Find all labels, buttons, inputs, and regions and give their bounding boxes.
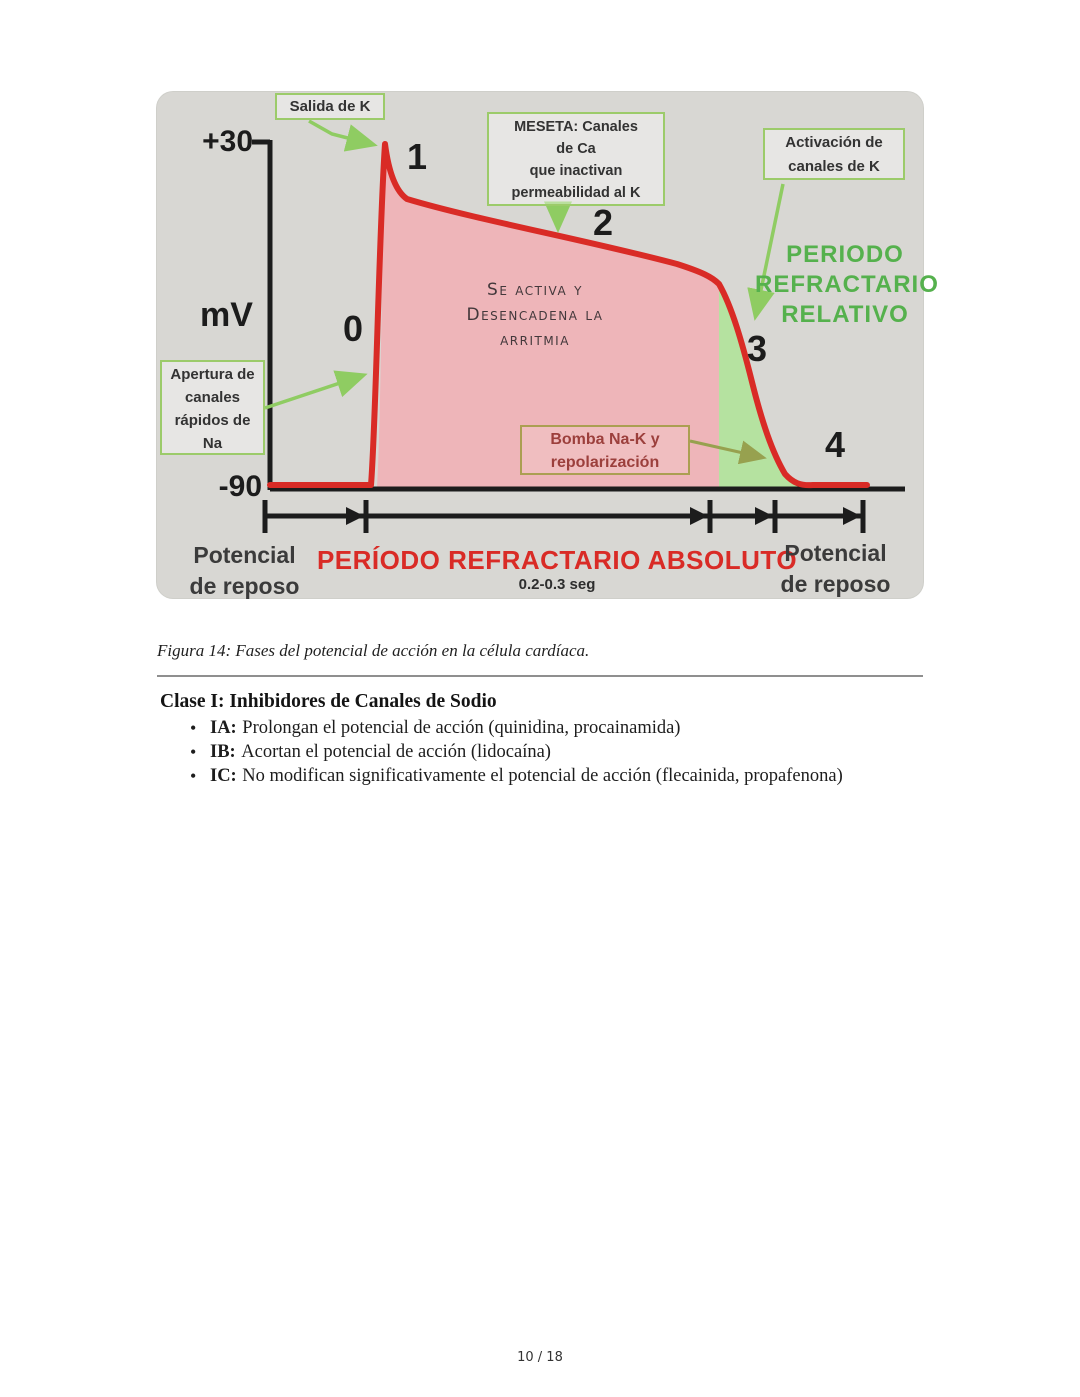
phase-1-label: 1 xyxy=(407,136,428,177)
section-heading: Clase I: Inhibidores de Canales de Sodio xyxy=(160,691,497,712)
horizontal-rule xyxy=(157,675,923,677)
bullet-label: IC: xyxy=(210,766,237,786)
bullet-text: No modifican significativamente el potencial de acción (flecainida, propafenona) xyxy=(242,766,843,786)
figure-caption: Figura 14: Fases del potencial de acción en la célula cardíaca. xyxy=(157,641,590,660)
list-item xyxy=(186,716,946,740)
bullet-label: IB: xyxy=(210,742,236,762)
label-potencial-reposo-right: Potencial de reposo xyxy=(780,540,891,597)
annotation-apertura-canales-na: Apertura de canales rápidos de Na xyxy=(160,360,265,455)
bullet-text: Prolongan el potencial de acción (quinidina, procainamida) xyxy=(242,718,681,738)
label-periodo-refractario-absoluto: PERÍODO REFRACTARIO ABSOLUTO xyxy=(316,545,798,575)
phase-2-label: 2 xyxy=(593,202,614,243)
bullet-text: Acortan el potencial de acción (lidocaína) xyxy=(241,742,551,762)
bullet-list xyxy=(186,716,946,788)
annotation-bomba-na-k: Bomba Na-K y repolarización xyxy=(520,425,690,475)
list-item xyxy=(186,764,946,788)
note-arritmia: Se activa y Desencadena la arritmia xyxy=(466,280,604,350)
y-axis-top-label: +30 xyxy=(202,125,253,158)
annotation-salida-de-k: Salida de K xyxy=(275,93,385,120)
label-periodo-refractario-relativo: PERIODO REFRACTARIO RELATIVO xyxy=(755,241,939,328)
y-axis-bottom-label: -90 xyxy=(218,470,262,503)
phase-0-label: 0 xyxy=(343,308,364,349)
annotation-meseta: MESETA: Canales de Ca que inactivan permeabilidad al K xyxy=(487,112,665,206)
page-number: 10 / 18 xyxy=(517,1350,563,1365)
annotation-activacion-canales-k: Activación de canales de K xyxy=(763,128,905,180)
phase-4-label: 4 xyxy=(825,424,846,465)
y-axis-unit-label: mV xyxy=(200,296,253,334)
figure-cardiac-action-potential xyxy=(157,92,939,599)
bullet-label: IA: xyxy=(210,718,237,738)
label-potencial-reposo-left: Potencial de reposo xyxy=(189,542,300,599)
list-item xyxy=(186,740,946,764)
phase-3-label: 3 xyxy=(747,328,768,369)
label-absoluto-duration: 0.2-0.3 seg xyxy=(518,576,596,593)
